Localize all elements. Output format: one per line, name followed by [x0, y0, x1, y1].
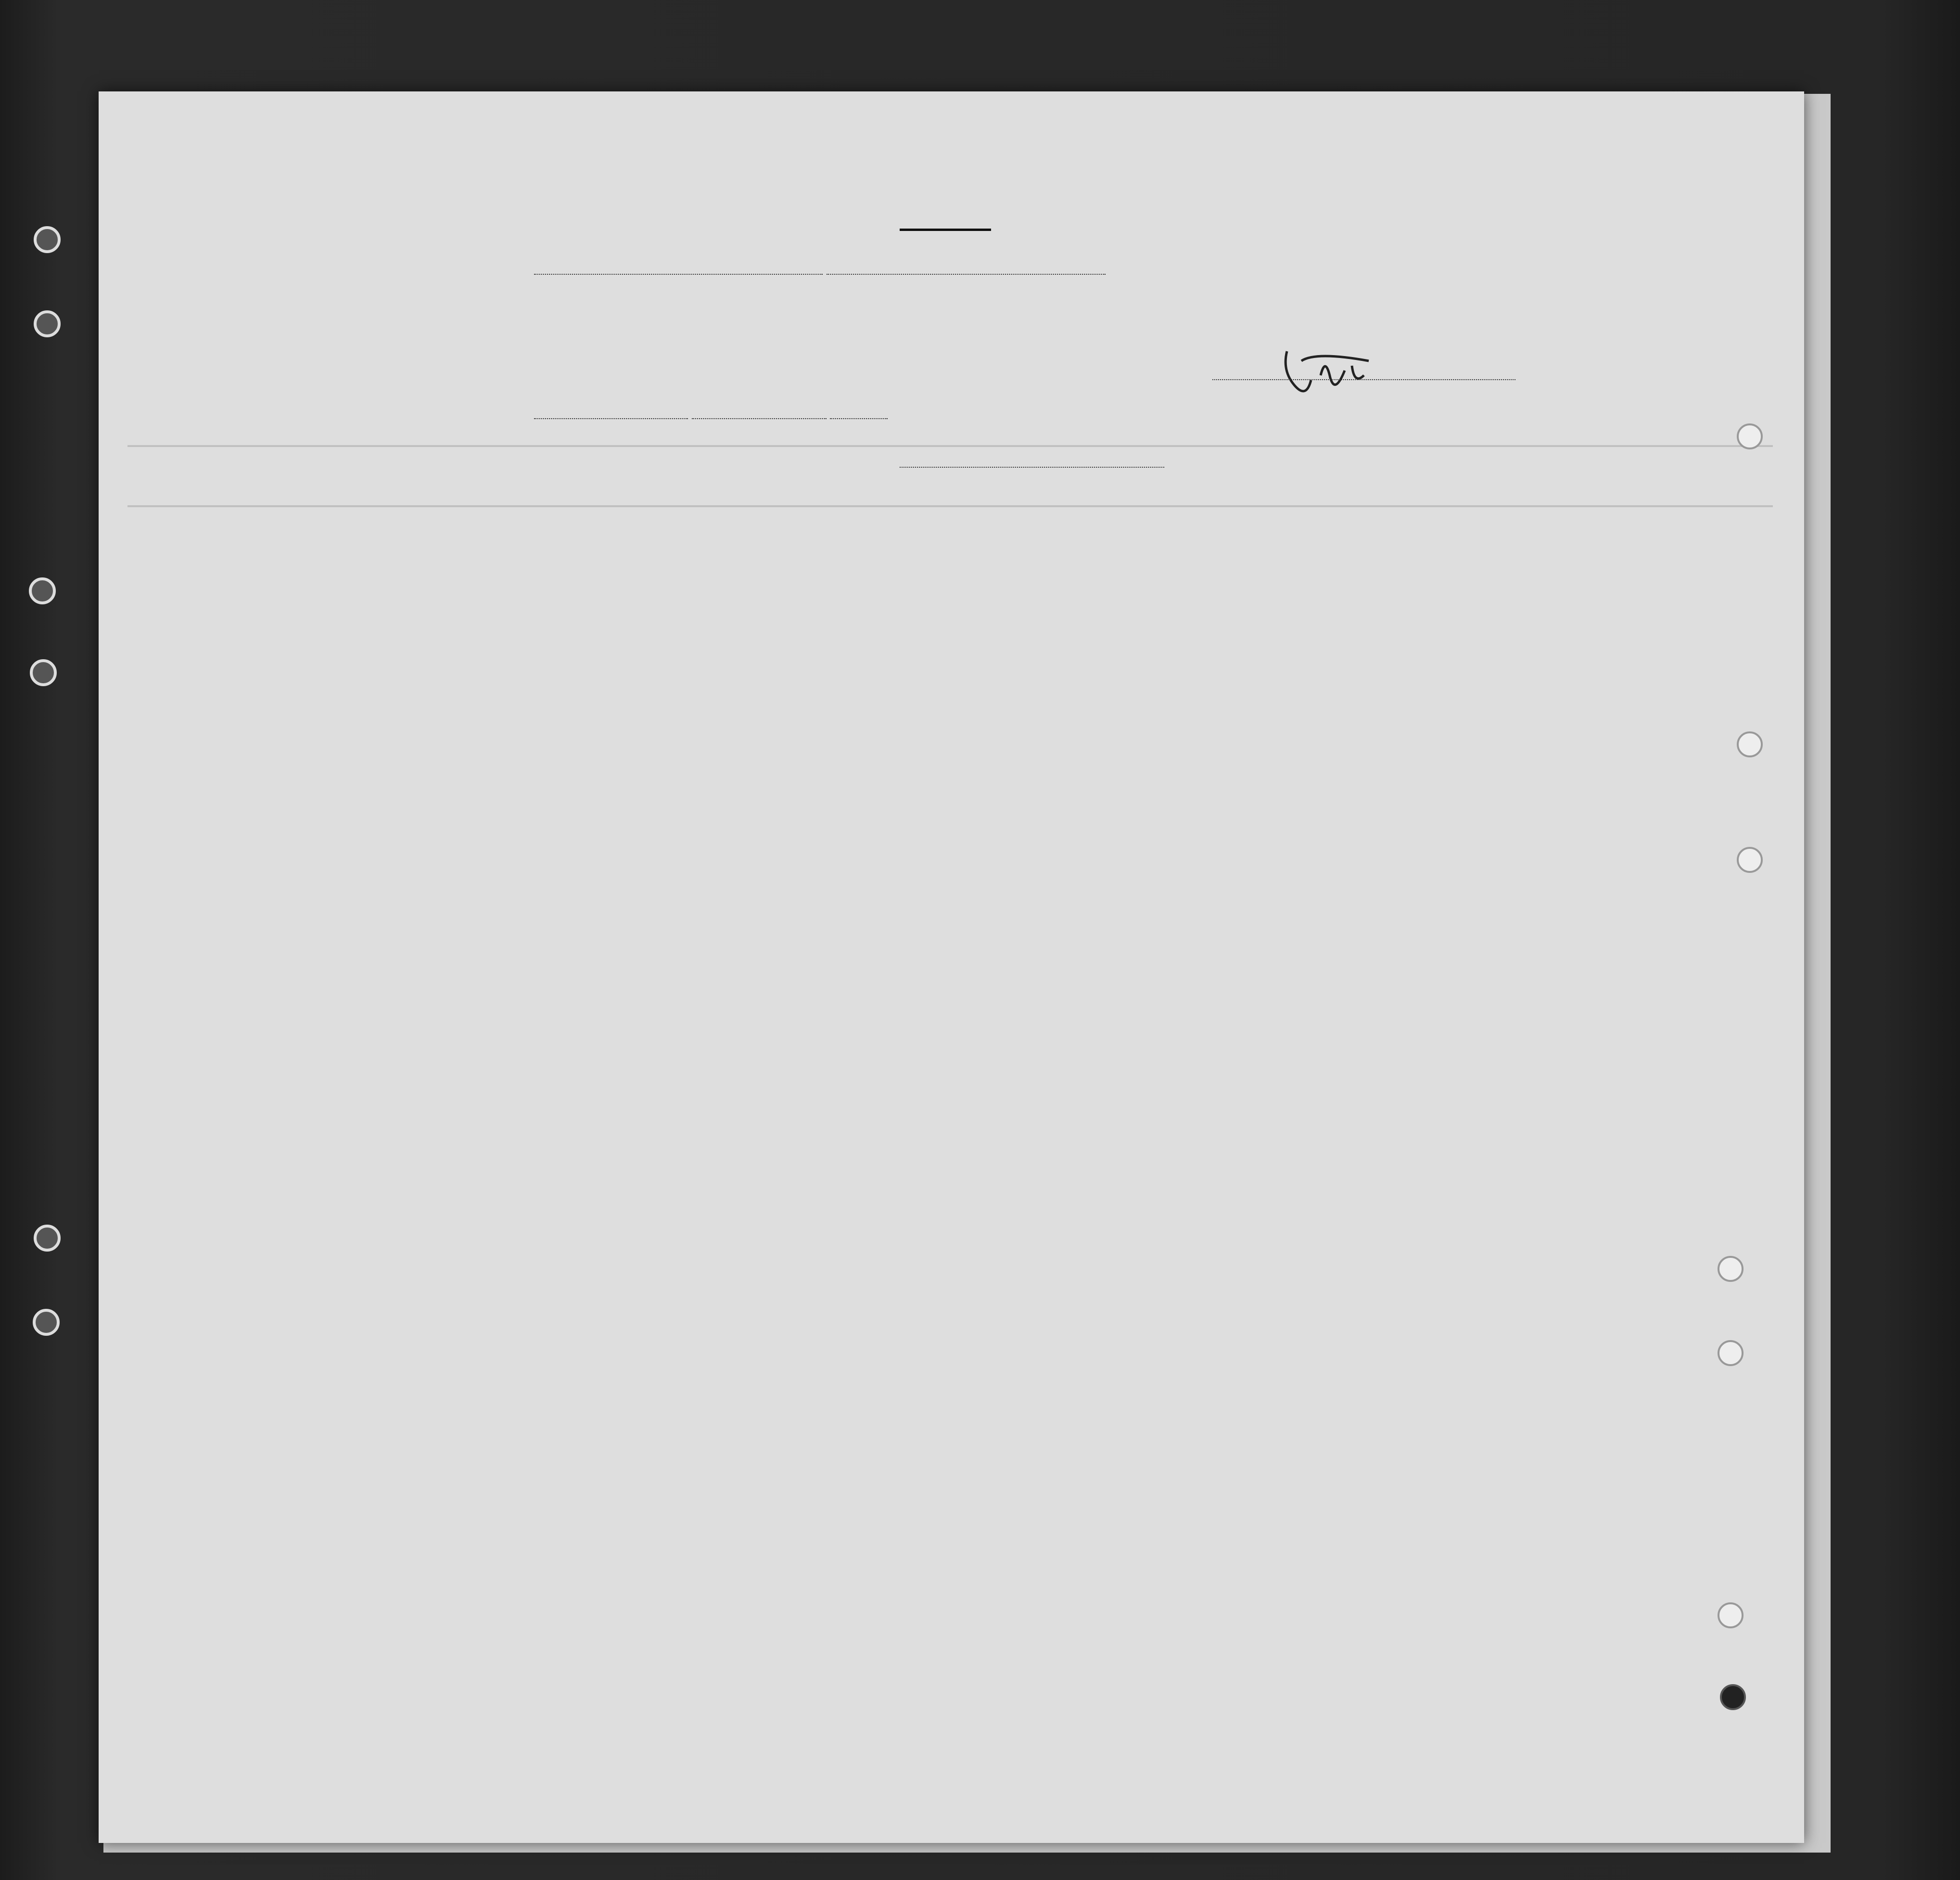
punch-hole: [1737, 847, 1763, 873]
manifest-page: [99, 91, 1804, 1843]
binder-hole: [29, 577, 56, 604]
affidavit-line1: [534, 262, 1520, 279]
sworn-line: [534, 407, 888, 423]
punch-hole: [1720, 1684, 1746, 1710]
ghost-rule: [127, 445, 1773, 447]
punch-hole: [1718, 1340, 1744, 1366]
sworn-day-blank[interactable]: [534, 418, 688, 419]
inspector-line: [900, 467, 1164, 468]
binder-hole: [34, 226, 61, 253]
punch-hole: [1718, 1256, 1744, 1282]
binder-hole: [33, 1309, 60, 1336]
ghost-rule: [127, 505, 1773, 507]
punch-hole: [1737, 731, 1763, 757]
binder-hole: [30, 659, 57, 686]
binder-hole: [34, 1225, 61, 1252]
punch-hole: [1737, 423, 1763, 449]
signature: [1268, 342, 1383, 404]
master-name-blank[interactable]: [534, 274, 823, 275]
sworn-year-blank[interactable]: [830, 418, 888, 419]
vessel-name-blank[interactable]: [827, 274, 1106, 275]
affidavit-title-rule: [900, 229, 991, 231]
binder-hole: [34, 310, 61, 337]
sworn-month-blank[interactable]: [692, 418, 827, 419]
signature-line: [1212, 379, 1515, 380]
punch-hole: [1718, 1602, 1744, 1628]
